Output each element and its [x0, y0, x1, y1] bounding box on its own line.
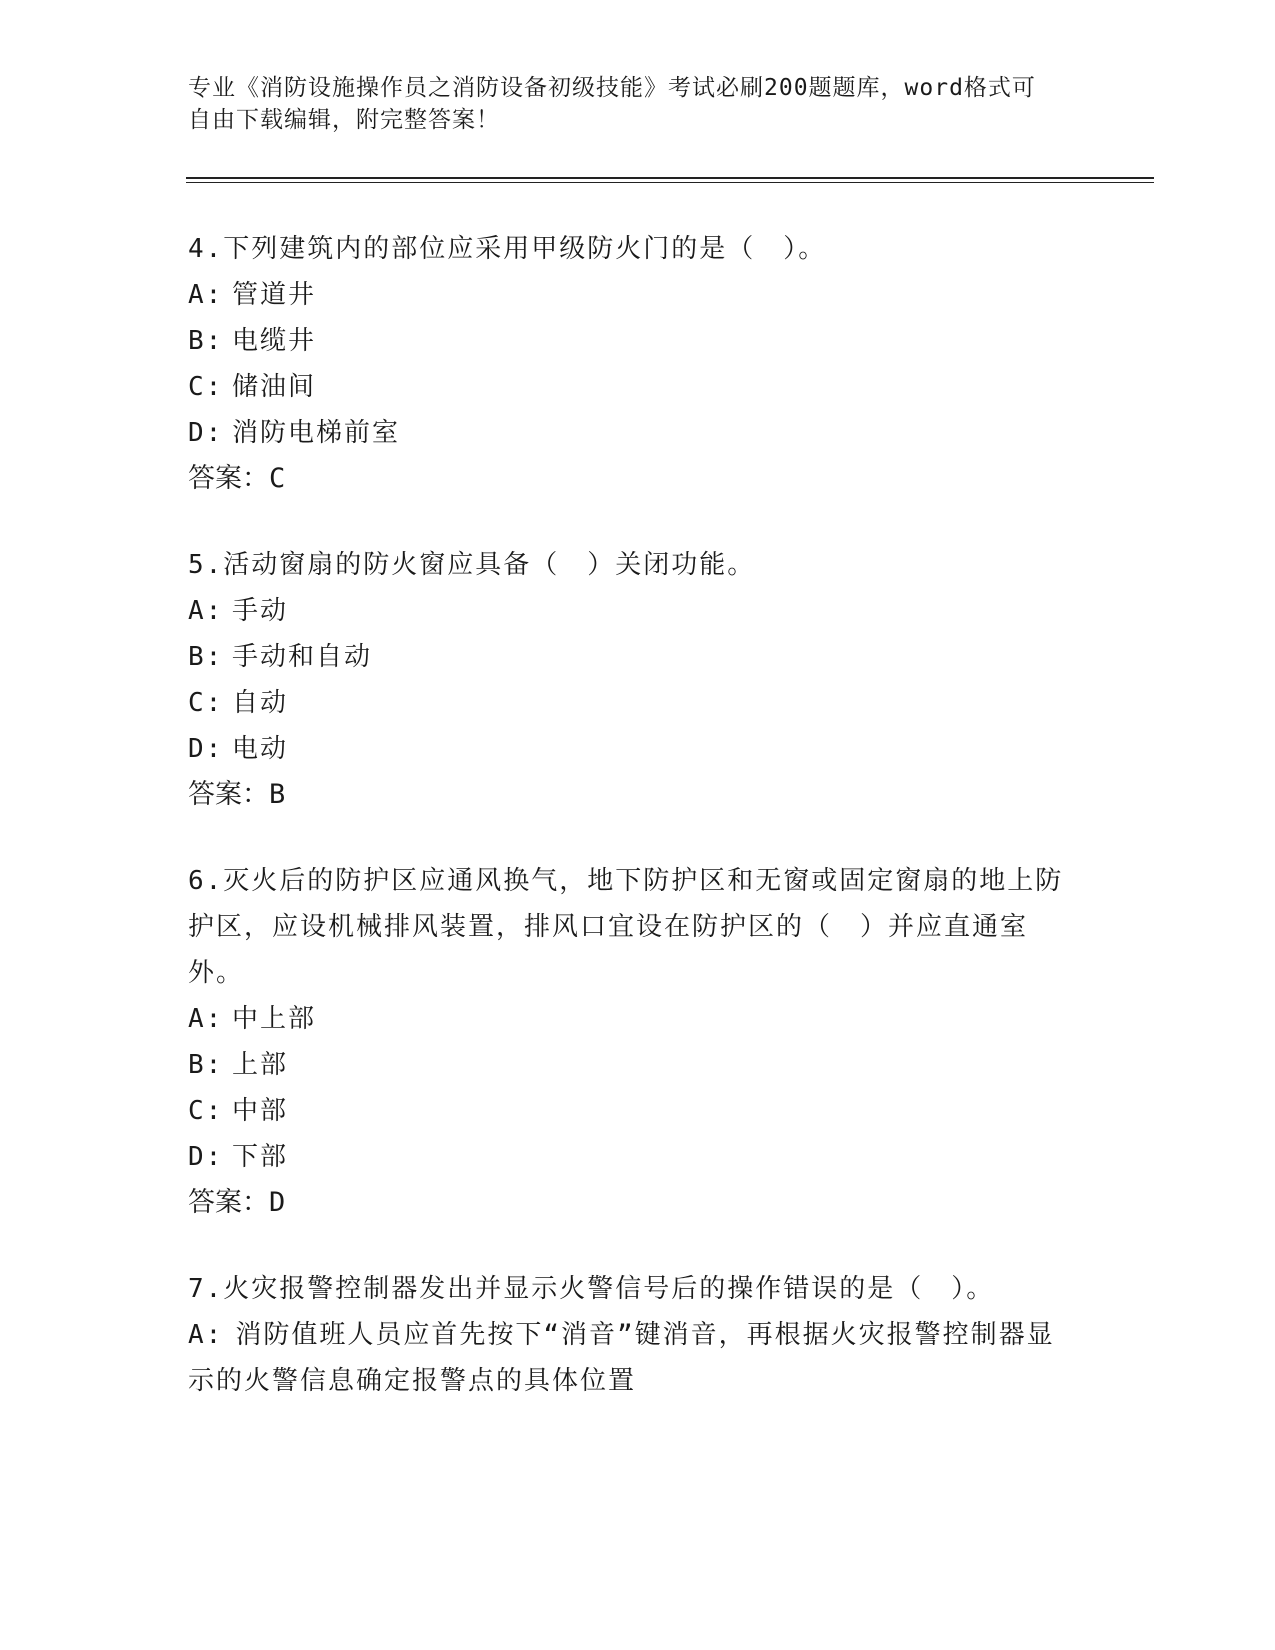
option-a: [188, 272, 1068, 318]
option-key: B:: [188, 1050, 224, 1080]
option-key: A:: [188, 1004, 224, 1034]
question-stem: 5.活动窗扇的防火窗应具备（ ）关闭功能。: [188, 550, 756, 580]
answer-line: [188, 456, 1068, 502]
option-c: [188, 680, 1068, 726]
question-7: [188, 1266, 1068, 1404]
answer-label: 答案：: [188, 779, 269, 810]
option-d: [188, 410, 1068, 456]
option-b: [188, 318, 1068, 364]
option-text: 中上部: [232, 1004, 317, 1034]
question-stem: 4.下列建筑内的部位应采用甲级防火门的是（ ）。: [188, 234, 827, 264]
option-c: [188, 364, 1068, 410]
option-c: [188, 1088, 1068, 1134]
option-key: A:: [188, 280, 224, 310]
option-a: [188, 588, 1068, 634]
option-key: C:: [188, 1096, 224, 1126]
answer-value: D: [269, 1187, 286, 1218]
question-stem: 7.火灾报警控制器发出并显示火警信号后的操作错误的是（ ）。: [188, 1274, 995, 1304]
option-text: 自动: [232, 688, 289, 718]
option-key: A:: [188, 1320, 224, 1350]
option-text: 电缆井: [232, 326, 317, 356]
answer-line: [188, 1180, 1068, 1226]
question-5: [188, 542, 1068, 818]
option-text: 下部: [232, 1142, 289, 1172]
option-text: 手动和自动: [232, 642, 373, 672]
option-key: B:: [188, 326, 224, 356]
question-4: [188, 226, 1068, 502]
option-text: 电动: [232, 734, 289, 764]
option-key: D:: [188, 734, 224, 764]
question-stem: 6.灭火后的防护区应通风换气，地下防护区和无窗或固定窗扇的地上防护区，应设机械排风装置，排风口宜设在防护区的（ ）并应直通室外。: [188, 866, 1064, 988]
option-text: 消防电梯前室: [232, 418, 401, 448]
option-text: 中部: [232, 1096, 289, 1126]
option-a: [188, 1312, 1068, 1404]
option-key: C:: [188, 688, 224, 718]
option-b: [188, 634, 1068, 680]
answer-label: 答案：: [188, 1187, 269, 1218]
header-line-2: 自由下载编辑，附完整答案！: [188, 107, 500, 133]
option-key: B:: [188, 642, 224, 672]
answer-line: [188, 772, 1068, 818]
question-6: [188, 858, 1068, 1226]
option-text: 手动: [232, 596, 289, 626]
answer-value: C: [269, 463, 286, 494]
option-key: A:: [188, 596, 224, 626]
option-key: D:: [188, 418, 224, 448]
answer-value: B: [269, 779, 286, 810]
header-line-1: 专业《消防设施操作员之消防设备初级技能》考试必刷200题题库，word格式可: [188, 75, 1036, 101]
option-a: [188, 996, 1068, 1042]
option-d: [188, 1134, 1068, 1180]
header-divider-thick: [186, 177, 1154, 179]
option-text: 储油间: [232, 372, 317, 402]
question-list: [188, 226, 1068, 1444]
answer-label: 答案：: [188, 463, 269, 494]
option-d: [188, 726, 1068, 772]
option-text: 管道井: [232, 280, 317, 310]
option-b: [188, 1042, 1068, 1088]
option-key: D:: [188, 1142, 224, 1172]
option-text: 消防值班人员应首先按下“消音”键消音，再根据火灾报警控制器显示的火警信息确定报警点的具体位置: [188, 1320, 1055, 1396]
document-header: [188, 72, 1068, 136]
header-divider-thin: [186, 182, 1154, 183]
option-key: C:: [188, 372, 224, 402]
option-text: 上部: [232, 1050, 289, 1080]
